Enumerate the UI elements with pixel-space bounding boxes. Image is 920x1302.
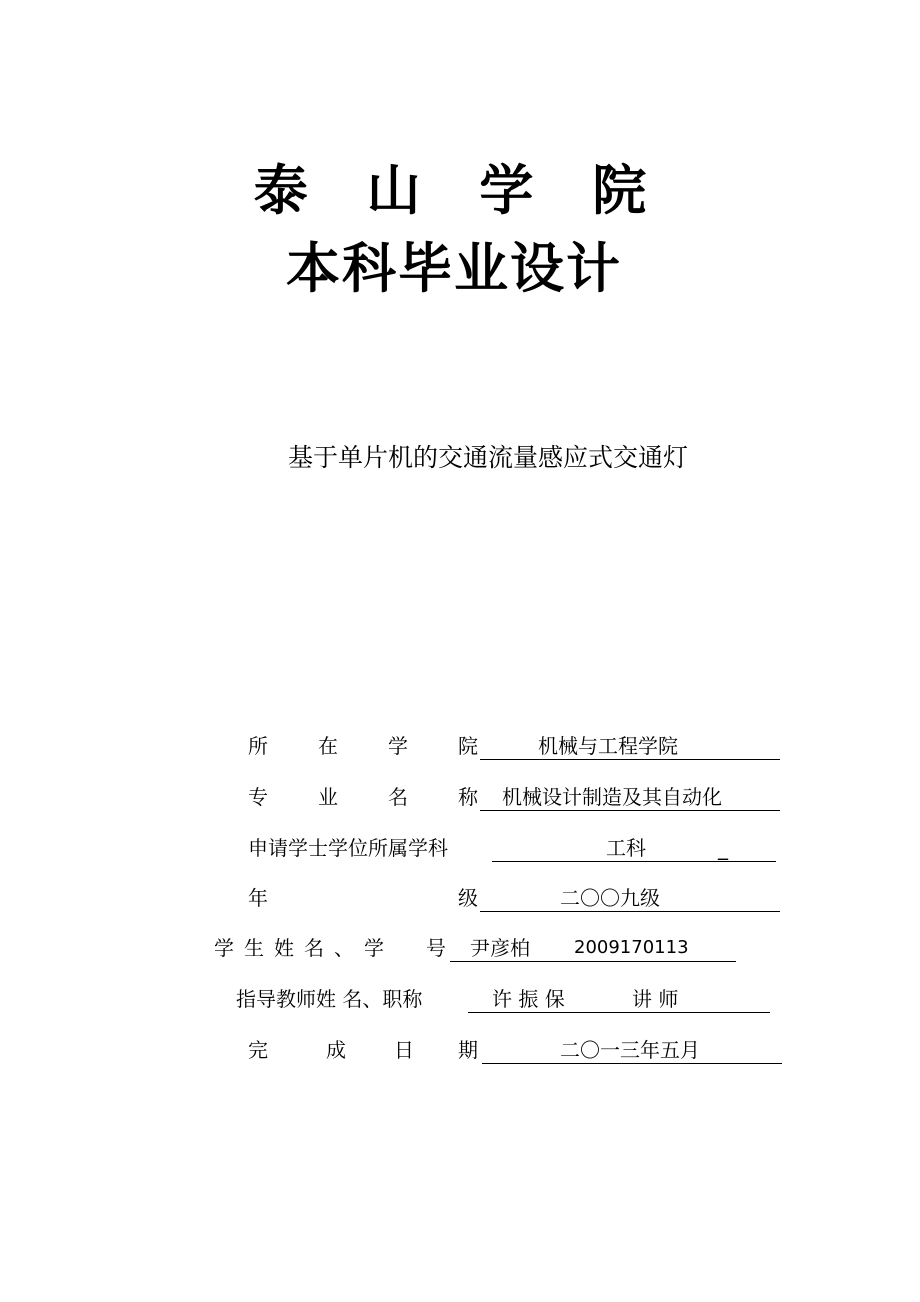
completion-date-value-line [482,1035,782,1064]
discipline-value: 工科 [606,836,646,860]
grade-label-right: 级 [458,886,478,910]
discipline-trailing-mark: _ [718,836,728,860]
field-row-advisor [0,984,920,1014]
discipline-label: 申请学士学位所属学科 [248,836,448,860]
document-type: 本科毕业设计 [286,236,622,300]
completion-date-value: 二〇一三年五月 [560,1038,700,1062]
major-value-line [480,782,780,811]
field-row-grade [0,883,920,913]
student-id: 2009170113 [574,937,689,958]
school-name: 泰 山 学 院 [253,158,667,222]
field-row-student: 学 生 姓 名 、 学 号 尹彦柏 2009170113 [0,933,920,963]
advisor-value-line [468,984,770,1013]
grade-label-left: 年 [248,886,268,910]
grade-value-line [480,883,780,912]
college-value-line [480,731,780,760]
student-name: 尹彦柏 [470,936,530,960]
discipline-value-line [492,833,776,862]
advisor-name: 许 振 保 [492,987,565,1011]
college-value: 机械与工程学院 [538,734,678,758]
field-row-completion-date: 完 成 日 期 二〇一三年五月 [0,1035,920,1065]
advisor-label: 指导教师姓 名、职称 [236,987,423,1011]
grade-value: 二〇〇九级 [560,886,660,910]
thesis-title: 基于单片机的交通流量感应式交通灯 [288,443,689,472]
major-value: 机械设计制造及其自动化 [502,785,722,809]
student-value-line [450,933,736,962]
advisor-title: 讲 师 [632,987,679,1011]
field-row-discipline [0,833,920,863]
field-row-major: 专 业 名 称 机械设计制造及其自动化 [0,782,920,812]
field-row-college: 所 在 学 院 机械与工程学院 [0,731,920,761]
